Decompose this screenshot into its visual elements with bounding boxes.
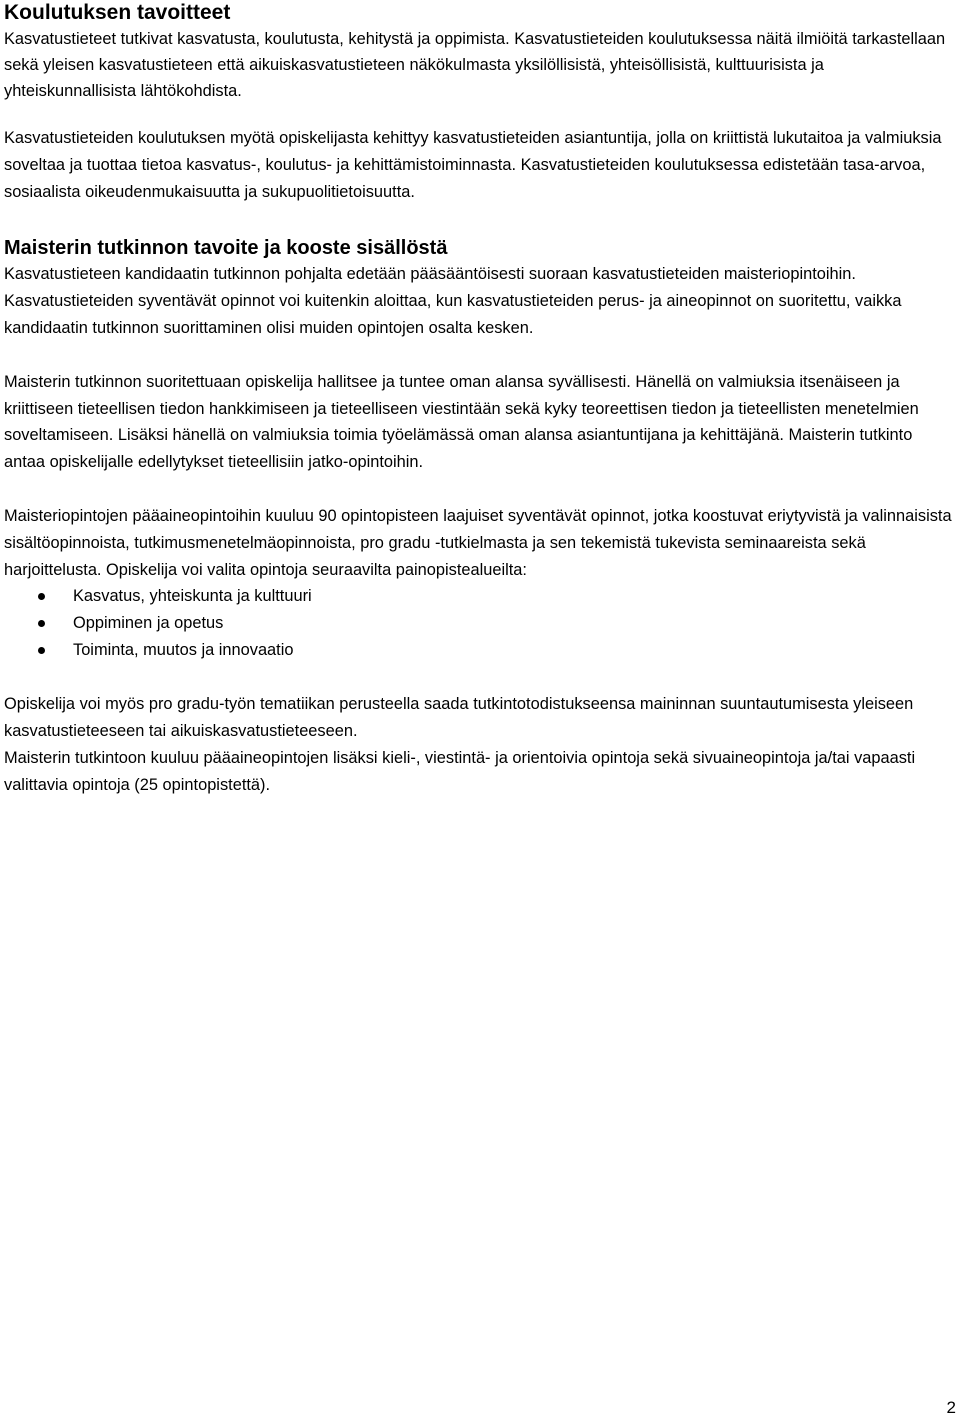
paragraph-spacer	[4, 342, 956, 369]
section-spacer	[4, 205, 956, 235]
page-number: 2	[946, 1398, 956, 1417]
focus-area-list	[4, 583, 956, 664]
paragraph-other-studies: Maisterin tutkintoon kuuluu pääaineopintojen lisäksi kieli-, viestintä- ja orientoivia opintoja sekä sivuaineopintoja ja/tai vapaasti valittavia opintoja (25 opintopistettä).	[4, 748, 916, 794]
list-item-label: Toiminta, muutos ja innovaatio	[73, 641, 294, 660]
bullet-icon	[38, 593, 45, 600]
bullet-icon	[38, 620, 45, 627]
paragraph-spacer	[4, 476, 956, 503]
paragraph-outcomes: Maisterin tutkinnon suoritettuaan opiskelija hallitsee ja tuntee oman alansa syvällisesti. Hänellä on valmiuksia itsenäiseen ja kriittiseen tieteellisen tiedon hankkimiseen ja tieteelliseen viestintään sekä kyky teoreettisen tiedon ja tieteellisten menetelmien soveltamiseen. Lisäksi hänellä on valmiuksia toimia työelämässä oman alansa asiantuntijana ja kehittäjänä. Maisterin tutkinto antaa opiskelijalle edellytykset tieteellisiin jatko-opintoihin.	[4, 372, 919, 472]
list-item-label: Kasvatus, yhteiskunta ja kulttuuri	[73, 587, 312, 606]
paragraph-expertise: Kasvatustieteiden koulutuksen myötä opiskelijasta kehittyy kasvatustieteiden asiantuntija, jolla on kriittistä lukutaitoa ja valmiuksia soveltaa ja tuottaa tietoa kasvatus-, koulutus- ja kehittämistoiminnasta. Kasvatustieteiden koulutuksessa edistetään tasa-arvoa, sosiaalista oikeudenmukaisuutta ja sukupuolitietoisuutta.	[4, 129, 942, 201]
list-item	[4, 583, 956, 610]
list-item-label: Oppiminen ja opetus	[73, 614, 224, 633]
paragraph-spacer	[4, 104, 956, 125]
paragraph-admission: Kasvatustieteen kandidaatin tutkinnon pohjalta edetään pääsääntöisesti suoraan kasvatustieteiden maisteriopintoihin. Kasvatustieteiden syventävät opinnot voi kuitenkin aloittaa, kun kasvatustieteiden perus- ja aineopinnot on suoritettu, vaikka kandidaatin tutkinnon suorittaminen olisi muiden opintojen osalta kesken.	[4, 265, 902, 337]
section-heading-goals: Koulutuksen tavoitteet	[4, 1, 231, 24]
paragraph-structure: Maisteriopintojen pääaineopintoihin kuuluu 90 opintopisteen laajuiset syventävät opinnot, jotka koostuvat eriytyvistä ja valinnaisista sisältöopinnoista, tutkimusmenetelmäopinnoista, pro gradu -tutkielmasta ja sen tekemistä tukevista seminaareista sekä harjoittelusta. Opiskelija voi valita opintoja seuraavilta painopistealueilta:	[4, 506, 952, 579]
paragraph-specialization: Opiskelija voi myös pro gradu-työn tematiikan perusteella saada tutkintotodistukseensa maininnan suuntautumisesta yleiseen kasvatustieteeseen tai aikuiskasvatustieteeseen.	[4, 695, 914, 741]
document-page	[4, 0, 956, 799]
bullet-icon	[38, 647, 45, 654]
list-item	[4, 610, 956, 637]
list-item	[4, 637, 956, 664]
section-heading-masters: Maisterin tutkinnon tavoite ja kooste sisällöstä	[4, 237, 448, 260]
paragraph-spacer	[4, 664, 956, 691]
paragraph-intro: Kasvatustieteet tutkivat kasvatusta, koulutusta, kehitystä ja oppimista. Kasvatustieteiden koulutuksessa näitä ilmiöitä tarkastellaan sekä yleisen kasvatustieteen että aikuiskasvatustieteen näkökulmasta yksilöllisistä, yhteisöllisistä, kulttuurisista ja yhteiskunnallisista lähtökohdista.	[4, 30, 946, 100]
